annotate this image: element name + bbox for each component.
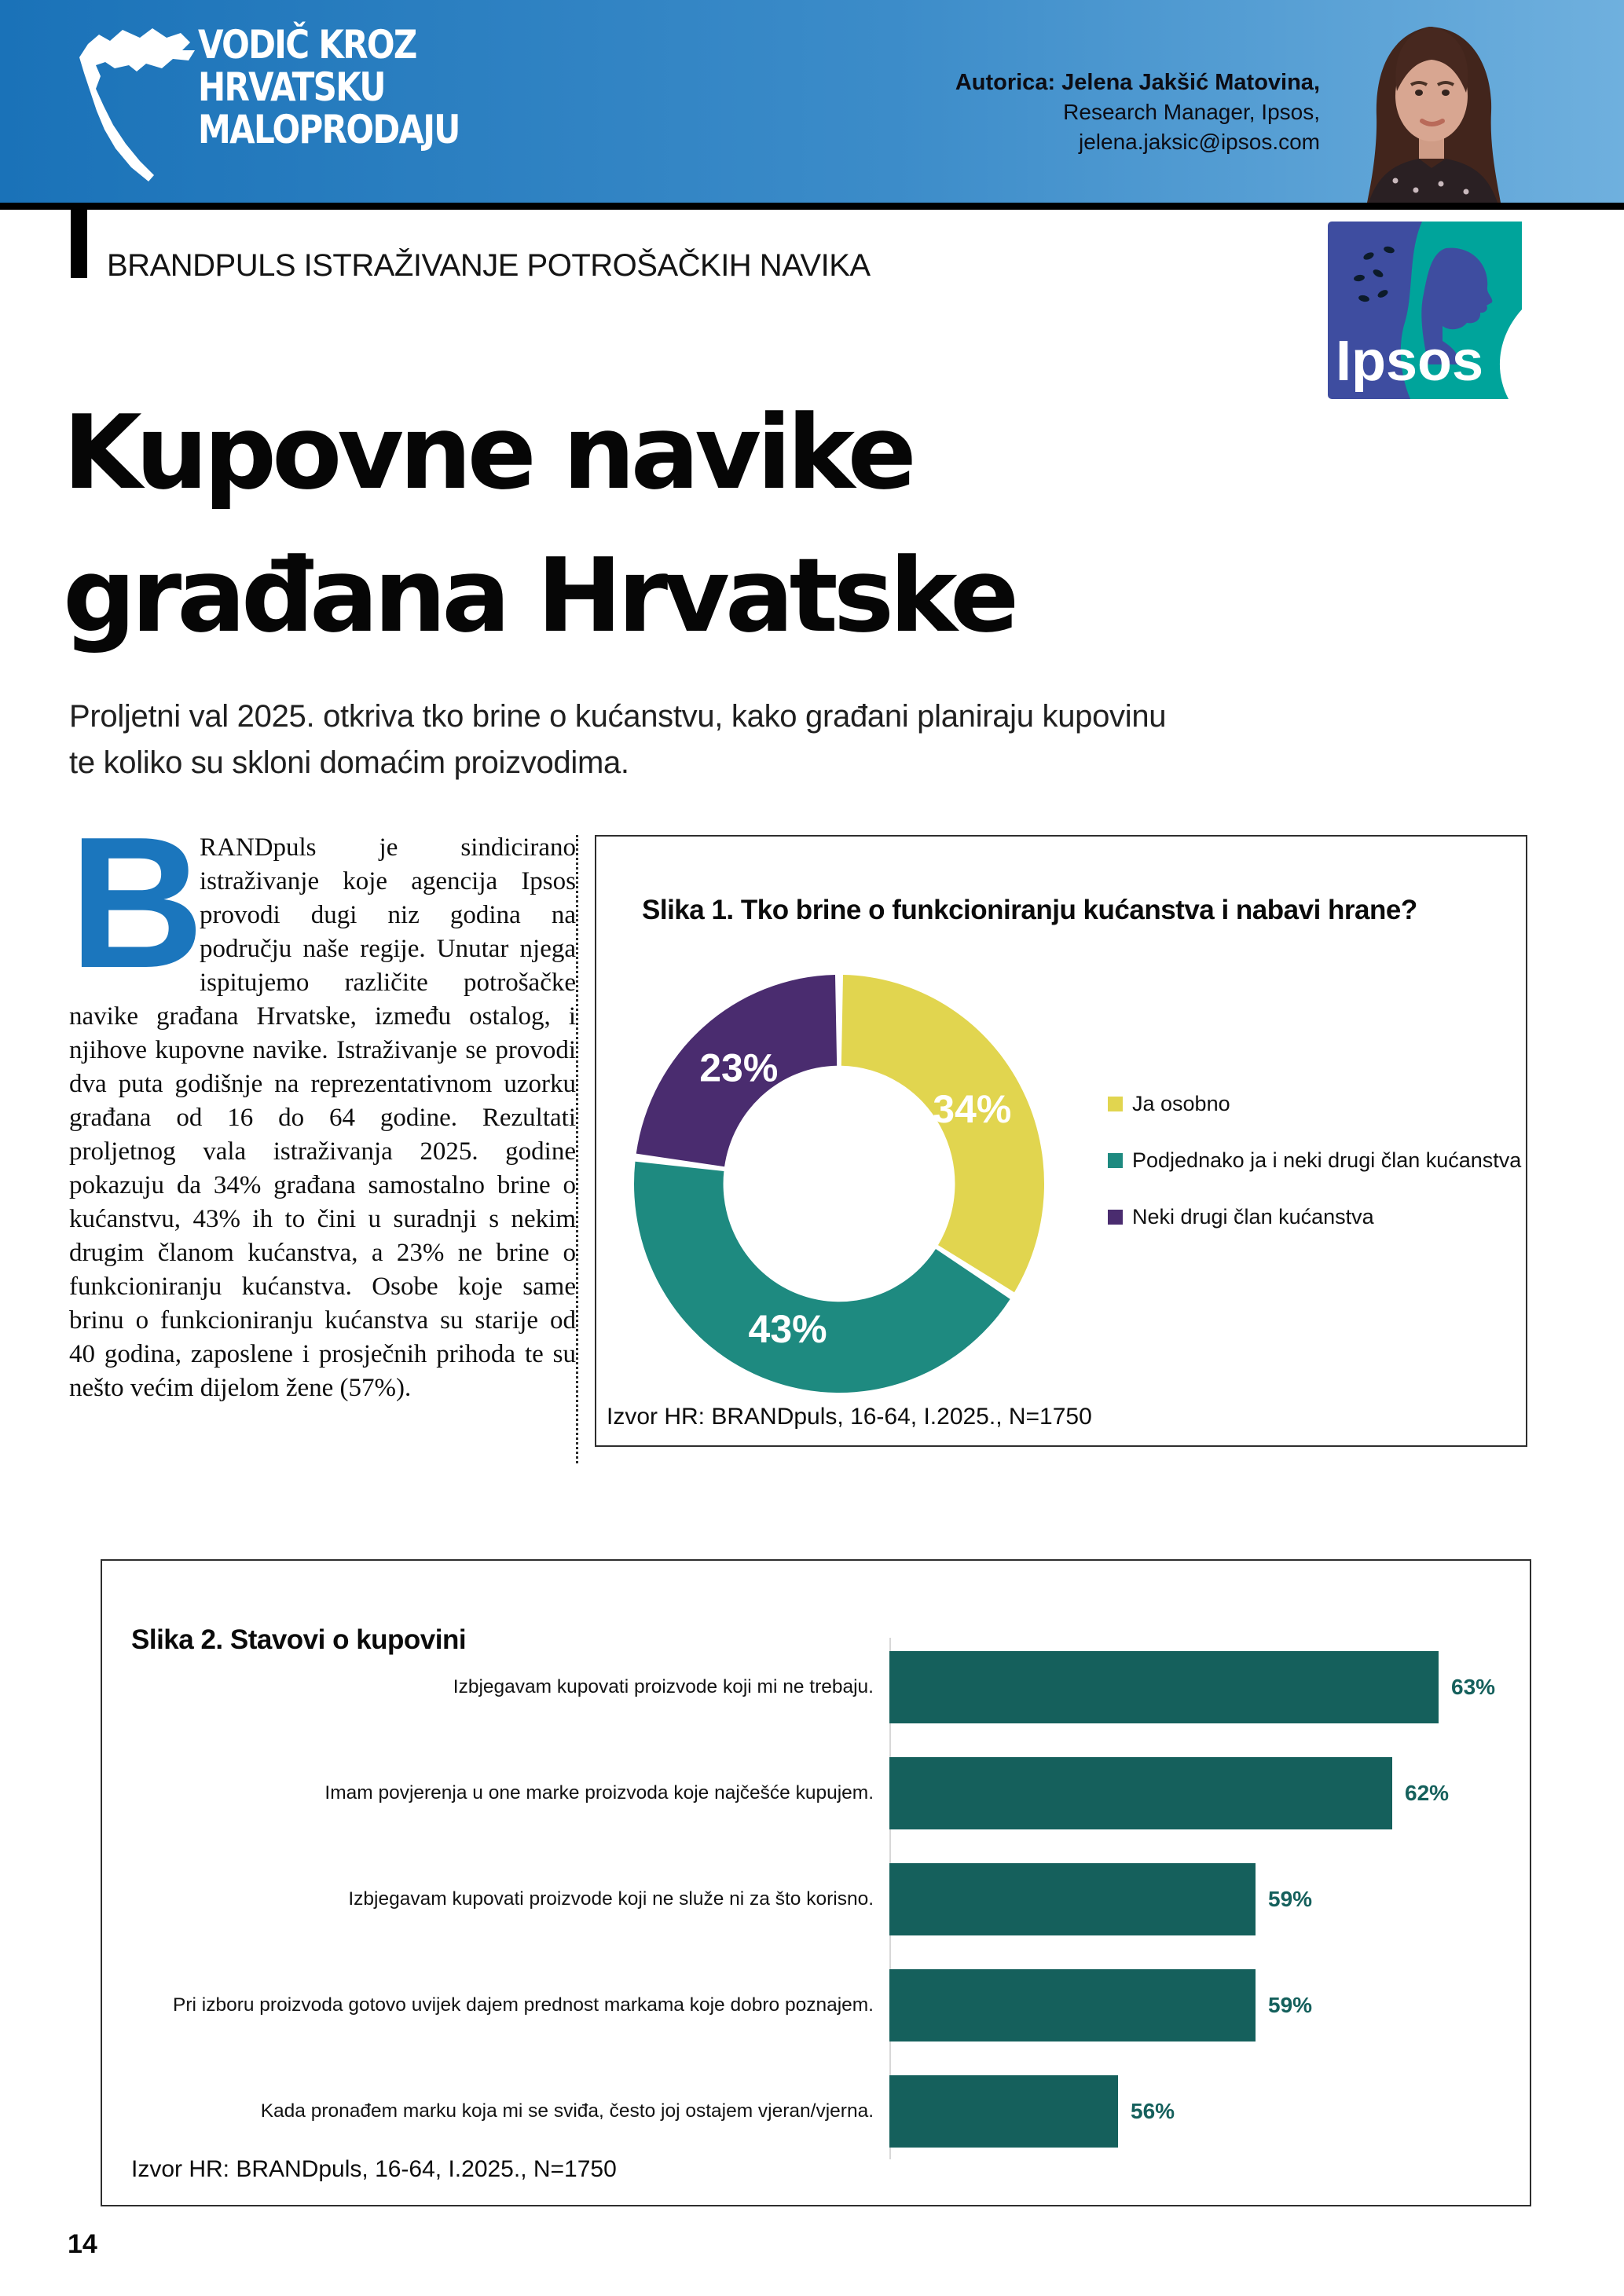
chart2-source: Izvor HR: BRANDpuls, 16-64, I.2025., N=1750 bbox=[131, 2156, 617, 2182]
legend-label: Ja osobno bbox=[1132, 1092, 1230, 1115]
bar-category-label: Izbjegavam kupovati proizvode koji ne služe ni za što korisno. bbox=[348, 1888, 874, 1910]
bar bbox=[889, 2075, 1118, 2148]
article-text: RANDpuls je sindicirano istraživanje koje agencija Ipsos provodi dugi niz godina na području naše regije. Unutar njega ispitujemo različite potrošačke navike građana Hrvatske, između ostalog, i njihove kupovne navike. Istraživanje se provodi dva puta godišnje na reprezentativnom uzorku građana od 16 do 64 godine. Rezultati proljetnog vala istraživanja 2025. godine pokazuju da 34% građana samostalno brine o kućanstvu, 43% ih to čini u suradnji s nekim drugim članom kućanstva, a 23% ne brine o funkcioniranju kućanstva. Osobe koje same brinu o funkcioniranju kućanstva su starije od 40 godina, zaposlene i prosječnih prihoda te su nešto većim dijelom žene (57%). bbox=[69, 833, 576, 1402]
article-body bbox=[69, 799, 576, 1405]
legend-swatch-icon bbox=[1108, 1097, 1123, 1111]
chart1-title: Slika 1. Tko brine o funkcioniranju kućanstva i nabavi hrane? bbox=[642, 895, 1417, 926]
bar-value-label: 62% bbox=[1405, 1781, 1450, 1805]
donut-value-label: 43% bbox=[748, 1307, 827, 1352]
page-header bbox=[0, 0, 1624, 203]
bar-value-label: 56% bbox=[1131, 2099, 1175, 2123]
ipsos-logo bbox=[1328, 222, 1522, 399]
header-divider bbox=[0, 203, 1624, 210]
bar-category-label: Pri izboru proizvoda gotovo uvijek dajem prednost markama koje dobro poznajem. bbox=[173, 1994, 874, 2016]
brand-title bbox=[198, 24, 460, 151]
donut-value-label: 23% bbox=[699, 1045, 779, 1090]
bar-category-label: Izbjegavam kupovati proizvode koji mi ne trebaju. bbox=[453, 1676, 874, 1697]
bar-chart bbox=[102, 1561, 1530, 2205]
page-title-line: građana Hrvatske bbox=[63, 536, 1015, 656]
bar-value-label: 59% bbox=[1268, 1887, 1313, 1911]
bar bbox=[889, 1651, 1439, 1723]
page-title-line: Kupovne navike bbox=[63, 393, 912, 513]
croatia-map-icon bbox=[64, 16, 202, 185]
author-photo bbox=[1323, 16, 1535, 203]
donut-value-label: 34% bbox=[933, 1087, 1012, 1132]
ipsos-logo-text: Ipsos bbox=[1336, 330, 1484, 393]
bar-value-label: 63% bbox=[1451, 1675, 1496, 1699]
section-eyebrow: BRANDPULS ISTRAŽIVANJE POTROŠAČKIH NAVIKA bbox=[107, 248, 871, 283]
author-block bbox=[849, 68, 1320, 157]
bar-value-label: 59% bbox=[1268, 1993, 1313, 2017]
bar bbox=[889, 1757, 1392, 1829]
bar bbox=[889, 1863, 1256, 1935]
bar-category-label: Kada pronađem marku koja mi se sviđa, često joj ostajem vjeran/vjerna. bbox=[260, 2100, 874, 2122]
legend-item bbox=[1108, 1205, 1521, 1229]
brand-title-line: VODIČ KROZ bbox=[198, 22, 416, 68]
legend-swatch-icon bbox=[1108, 1210, 1123, 1225]
legend-item bbox=[1108, 1148, 1521, 1173]
chart2-title: Slika 2. Stavovi o kupovini bbox=[131, 1624, 467, 1656]
legend-item bbox=[1108, 1092, 1521, 1116]
drop-cap: B bbox=[69, 799, 198, 1007]
chart1-legend bbox=[1108, 1092, 1521, 1262]
chart1-panel bbox=[595, 835, 1527, 1447]
page-title bbox=[63, 381, 1014, 667]
column-divider bbox=[576, 835, 578, 1463]
legend-label: Neki drugi član kućanstva bbox=[1132, 1205, 1374, 1229]
legend-label: Podjednako ja i neki drugi član kućanstva bbox=[1132, 1148, 1522, 1172]
intro-paragraph: Proljetni val 2025. otkriva tko brine o kućanstvu, kako građani planiraju kupovinu te koliko su skloni domaćim proizvodima. bbox=[69, 699, 1167, 780]
author-name: Autorica: Jelena Jakšić Matovina, bbox=[955, 70, 1320, 95]
donut-segment bbox=[634, 1162, 1010, 1393]
bar bbox=[889, 1969, 1256, 2041]
brand-title-line: HRVATSKU bbox=[198, 64, 385, 110]
chart1-source: Izvor HR: BRANDpuls, 16-64, I.2025., N=1750 bbox=[607, 1404, 1092, 1430]
author-email: jelena.jaksic@ipsos.com bbox=[1079, 130, 1320, 154]
donut-chart bbox=[631, 972, 1047, 1396]
chart2-panel bbox=[101, 1559, 1531, 2206]
page-number: 14 bbox=[68, 2229, 97, 2259]
legend-swatch-icon bbox=[1108, 1153, 1123, 1168]
donut-segment bbox=[841, 975, 1044, 1292]
brand-title-line: MALOPRODAJU bbox=[198, 107, 460, 152]
author-role: Research Manager, Ipsos, bbox=[1063, 100, 1320, 124]
bar-category-label: Imam povjerenja u one marke proizvoda koje najčešće kupujem. bbox=[324, 1782, 874, 1803]
eyebrow-tick bbox=[71, 206, 87, 278]
